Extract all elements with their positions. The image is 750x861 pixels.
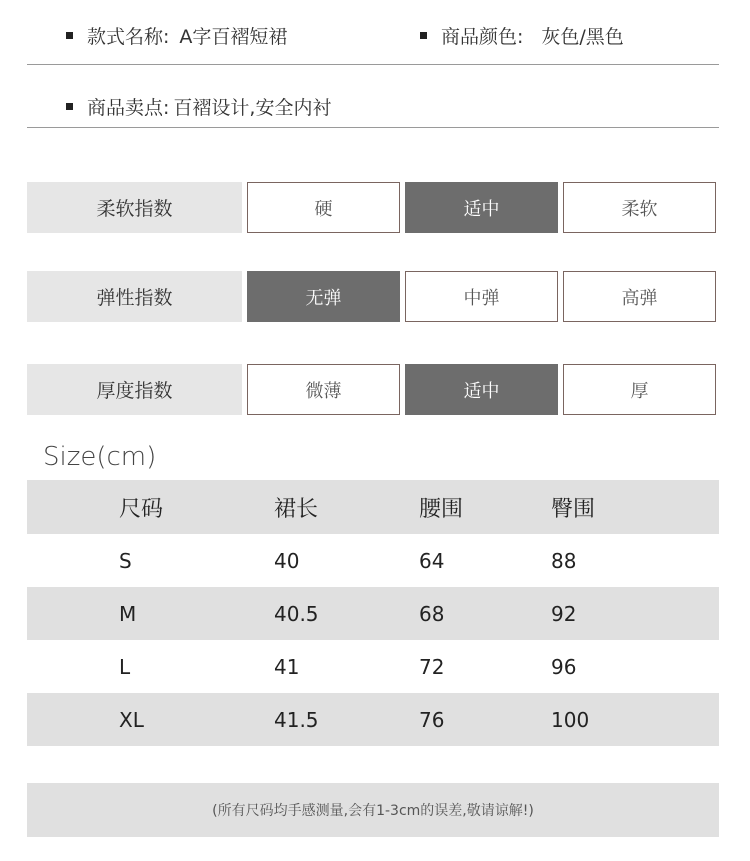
index-option-selected: 适中	[405, 364, 558, 415]
selling-point-label: 商品卖点:	[87, 97, 170, 119]
table-row	[27, 693, 719, 746]
table-row	[27, 534, 719, 587]
bullet-square-icon	[66, 32, 73, 39]
table-cell: XL	[119, 707, 144, 732]
index-label: 柔软指数	[27, 182, 242, 233]
table-cell: M	[119, 601, 137, 626]
index-option-selected: 无弹	[247, 271, 400, 322]
index-label: 弹性指数	[27, 271, 242, 322]
table-header-row	[27, 480, 719, 534]
size-table-title: Size(cm)	[43, 442, 157, 472]
style-name-label: 款式名称:	[87, 26, 170, 48]
index-option-selected: 适中	[405, 182, 558, 233]
index-option: 高弹	[563, 271, 716, 322]
divider	[27, 127, 719, 128]
table-cell: 41.5	[274, 707, 319, 732]
style-name-item	[66, 22, 287, 49]
measurement-note: (所有尺码均手感测量,会有1-3cm的误差,敬请谅解!)	[27, 783, 719, 837]
table-cell: 76	[419, 707, 445, 732]
table-cell: 96	[551, 654, 577, 679]
index-option: 厚	[563, 364, 716, 415]
style-name-value: A字百褶短裙	[179, 26, 288, 48]
table-cell: 68	[419, 601, 445, 626]
selling-point-item	[66, 93, 331, 120]
size-table	[27, 480, 719, 746]
table-cell: 100	[551, 707, 590, 732]
table-cell: 41	[274, 654, 300, 679]
index-option: 柔软	[563, 182, 716, 233]
bullet-square-icon	[420, 32, 427, 39]
header-cell: 尺码	[119, 496, 164, 522]
table-cell: 40	[274, 548, 300, 573]
table-cell: 88	[551, 548, 577, 573]
table-cell: S	[119, 548, 132, 573]
header-cell: 裙长	[274, 496, 319, 522]
product-color-item	[420, 22, 624, 49]
table-cell: L	[119, 654, 131, 679]
bullet-square-icon	[66, 103, 73, 110]
divider	[27, 64, 719, 65]
table-cell: 40.5	[274, 601, 319, 626]
header-cell: 腰围	[419, 496, 464, 522]
table-cell: 92	[551, 601, 577, 626]
selling-point-value: 百褶设计,安全内衬	[173, 97, 332, 119]
table-row	[27, 640, 719, 693]
index-option: 中弹	[405, 271, 558, 322]
header-cell: 臀围	[551, 496, 596, 522]
table-cell: 64	[419, 548, 445, 573]
index-option: 硬	[247, 182, 400, 233]
product-color-value: 灰色/黑色	[541, 26, 624, 48]
index-option: 微薄	[247, 364, 400, 415]
index-label: 厚度指数	[27, 364, 242, 415]
table-cell: 72	[419, 654, 445, 679]
product-color-label: 商品颜色:	[441, 26, 524, 48]
table-row	[27, 587, 719, 640]
